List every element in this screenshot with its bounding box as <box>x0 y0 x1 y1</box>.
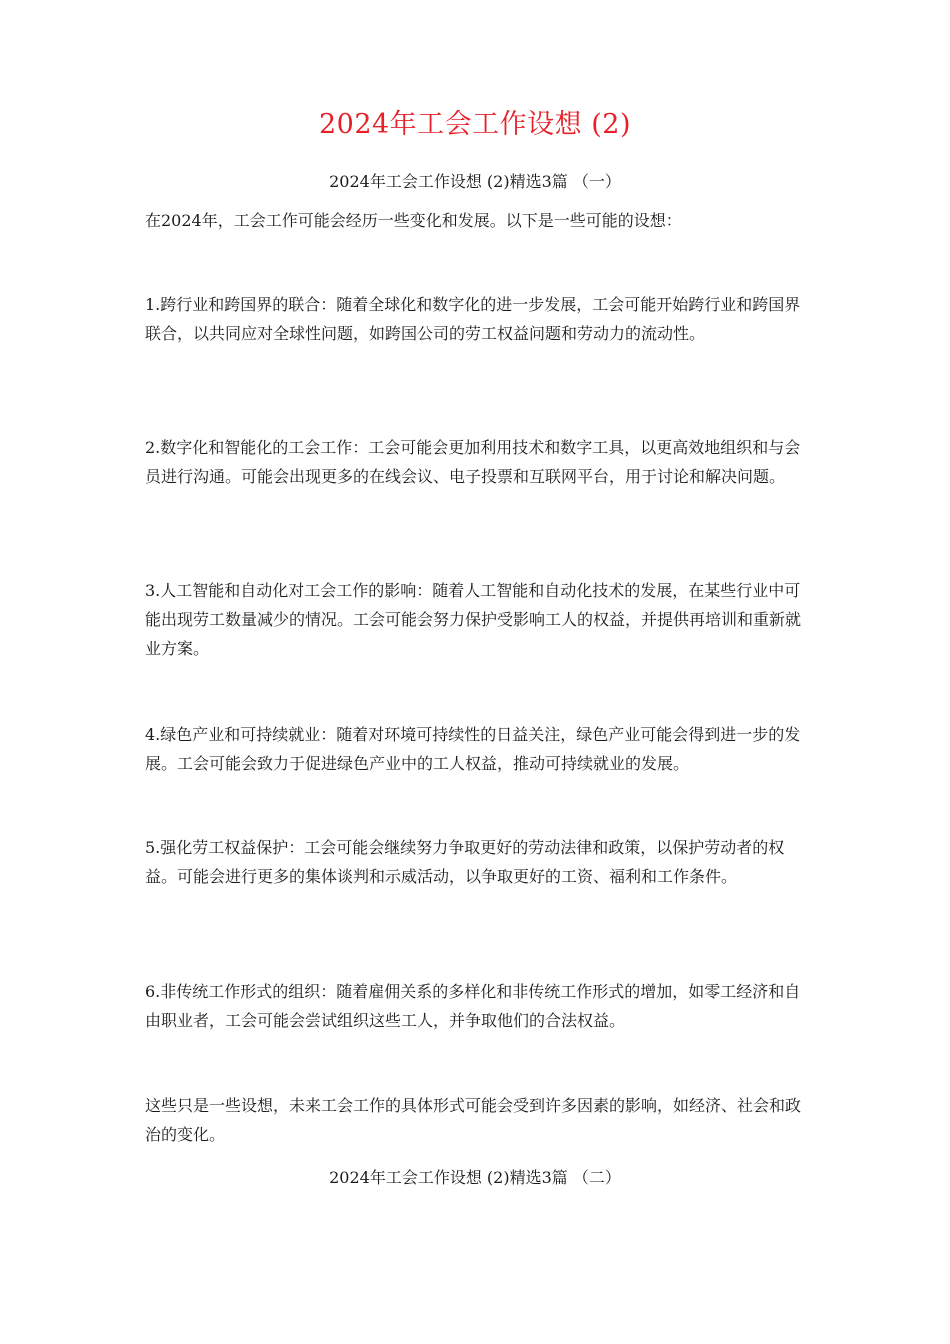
conclusion-paragraph: 这些只是一些设想，未来工会工作的具体形式可能会受到许多因素的影响，如经济、社会和政治的变化。 <box>145 1096 802 1144</box>
list-item-1: 1.跨行业和跨国界的联合：随着全球化和数字化的进一步发展，工会可能开始跨行业和跨国界联合，以共同应对全球性问题，如跨国公司的劳工权益问题和劳动力的流动性。 <box>145 295 801 343</box>
list-item-5: 5.强化劳工权益保护：工会可能会继续努力争取更好的劳动法律和政策，以保护劳动者的权益。可能会进行更多的集体谈判和示威活动，以争取更好的工资、福利和工作条件。 <box>145 838 785 886</box>
list-item-3: 3.人工智能和自动化对工会工作的影响：随着人工智能和自动化技术的发展，在某些行业中可能出现劳工数量减少的情况。工会可能会努力保护受影响工人的权益，并提供再培训和重新就业方案。 <box>145 581 802 658</box>
section-two-heading: 2024年工会工作设想 (2)精选3篇 （二） <box>329 1168 621 1187</box>
list-item-4: 4.绿色产业和可持续就业：随着对环境可持续性的日益关注，绿色产业可能会得到进一步的发展。工会可能会致力于促进绿色产业中的工人权益，推动可持续就业的发展。 <box>145 725 801 773</box>
list-item-6: 6.非传统工作形式的组织：随着雇佣关系的多样化和非传统工作形式的增加，如零工经济和自由职业者，工会可能会尝试组织这些工人，并争取他们的合法权益。 <box>145 982 801 1030</box>
list-item-2: 2.数字化和智能化的工会工作：工会可能会更加利用技术和数字工具，以更高效地组织和与会员进行沟通。可能会出现更多的在线会议、电子投票和互联网平台，用于讨论和解决问题。 <box>145 438 801 486</box>
intro-paragraph: 在2024年，工会工作可能会经历一些变化和发展。以下是一些可能的设想： <box>145 211 682 230</box>
document-title: 2024年工会工作设想 (2) <box>318 109 632 140</box>
section-one-heading: 2024年工会工作设想 (2)精选3篇 （一） <box>329 172 621 191</box>
